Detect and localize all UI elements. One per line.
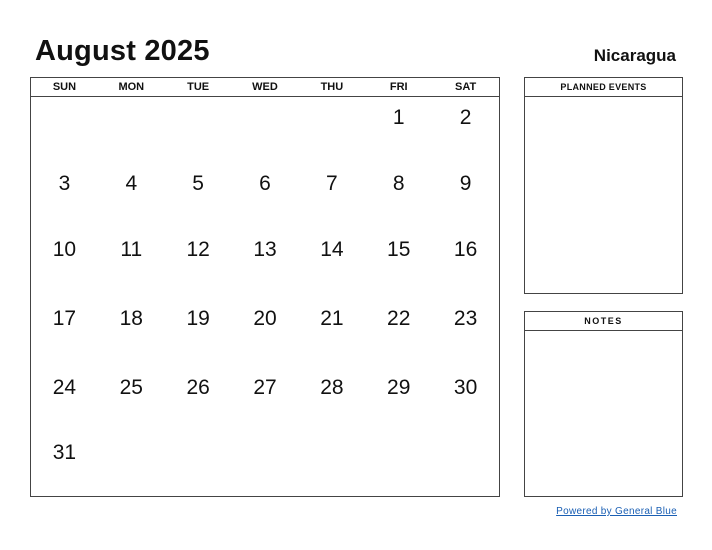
day-cell-21: 21 [320, 307, 344, 330]
week-row [31, 97, 499, 163]
day-cell-25: 25 [119, 376, 143, 399]
empty-day-cell [232, 97, 299, 163]
day-cell-26: 26 [186, 376, 210, 399]
day-cell-7: 7 [326, 172, 338, 195]
day-cell-20: 20 [253, 307, 277, 330]
day-cell-16: 16 [453, 238, 478, 261]
week-row [31, 163, 499, 229]
day-cell-31: 31 [52, 441, 77, 464]
day-cell-18: 18 [119, 307, 143, 330]
weekday-sat: SAT [454, 81, 477, 93]
day-cell-23: 23 [453, 307, 478, 330]
day-cell-13: 13 [253, 238, 277, 261]
empty-day-cell [31, 97, 98, 163]
empty-day-cell [98, 432, 165, 496]
day-cell-4: 4 [125, 172, 138, 195]
day-cell-6: 6 [259, 172, 271, 195]
day-cell-27: 27 [253, 376, 277, 399]
weekday-mon: MON [118, 81, 145, 93]
notes-box [524, 311, 683, 497]
day-cell-8: 8 [392, 172, 405, 195]
day-cell-24: 24 [52, 376, 77, 399]
planned-events-box [524, 77, 683, 294]
weekday-sun: SUN [52, 81, 77, 93]
calendar-title: August 2025 [35, 35, 210, 67]
day-cell-9: 9 [459, 172, 472, 195]
week-row [31, 229, 499, 298]
notes-label: NOTES [525, 312, 682, 331]
day-cell-29: 29 [387, 376, 411, 399]
day-cell-1: 1 [392, 106, 405, 129]
day-cell-11: 11 [120, 238, 143, 261]
planned-events-label: PLANNED EVENTS [525, 78, 682, 97]
empty-day-cell [365, 432, 432, 496]
week-row [31, 298, 499, 367]
empty-day-cell [432, 432, 499, 496]
weekday-thu: THU [320, 81, 344, 93]
week-row [31, 367, 499, 432]
day-cell-12: 12 [186, 238, 210, 261]
empty-day-cell [165, 97, 232, 163]
calendar-grid [30, 77, 500, 497]
day-cell-30: 30 [453, 376, 478, 399]
day-cell-10: 10 [52, 238, 77, 261]
day-cell-19: 19 [186, 307, 210, 330]
weekday-tue: TUE [187, 81, 210, 93]
country-name: Nicaragua [593, 46, 676, 65]
day-cell-5: 5 [192, 172, 204, 195]
day-cell-15: 15 [387, 238, 411, 261]
powered-by-link[interactable]: Powered by General Blue [556, 506, 677, 517]
empty-day-cell [98, 97, 165, 163]
weekday-header-row [31, 78, 499, 97]
empty-day-cell [232, 432, 299, 496]
day-cell-2: 2 [459, 106, 472, 129]
empty-day-cell [298, 97, 365, 163]
day-cell-28: 28 [320, 376, 344, 399]
day-cell-14: 14 [320, 238, 344, 261]
week-row [31, 432, 499, 496]
calendar-weeks [31, 97, 499, 496]
day-cell-3: 3 [58, 172, 71, 195]
empty-day-cell [298, 432, 365, 496]
weekday-wed: WED [252, 81, 278, 93]
day-cell-22: 22 [387, 307, 411, 330]
weekday-fri: FRI [389, 81, 408, 93]
empty-day-cell [165, 432, 232, 496]
day-cell-17: 17 [52, 307, 77, 330]
